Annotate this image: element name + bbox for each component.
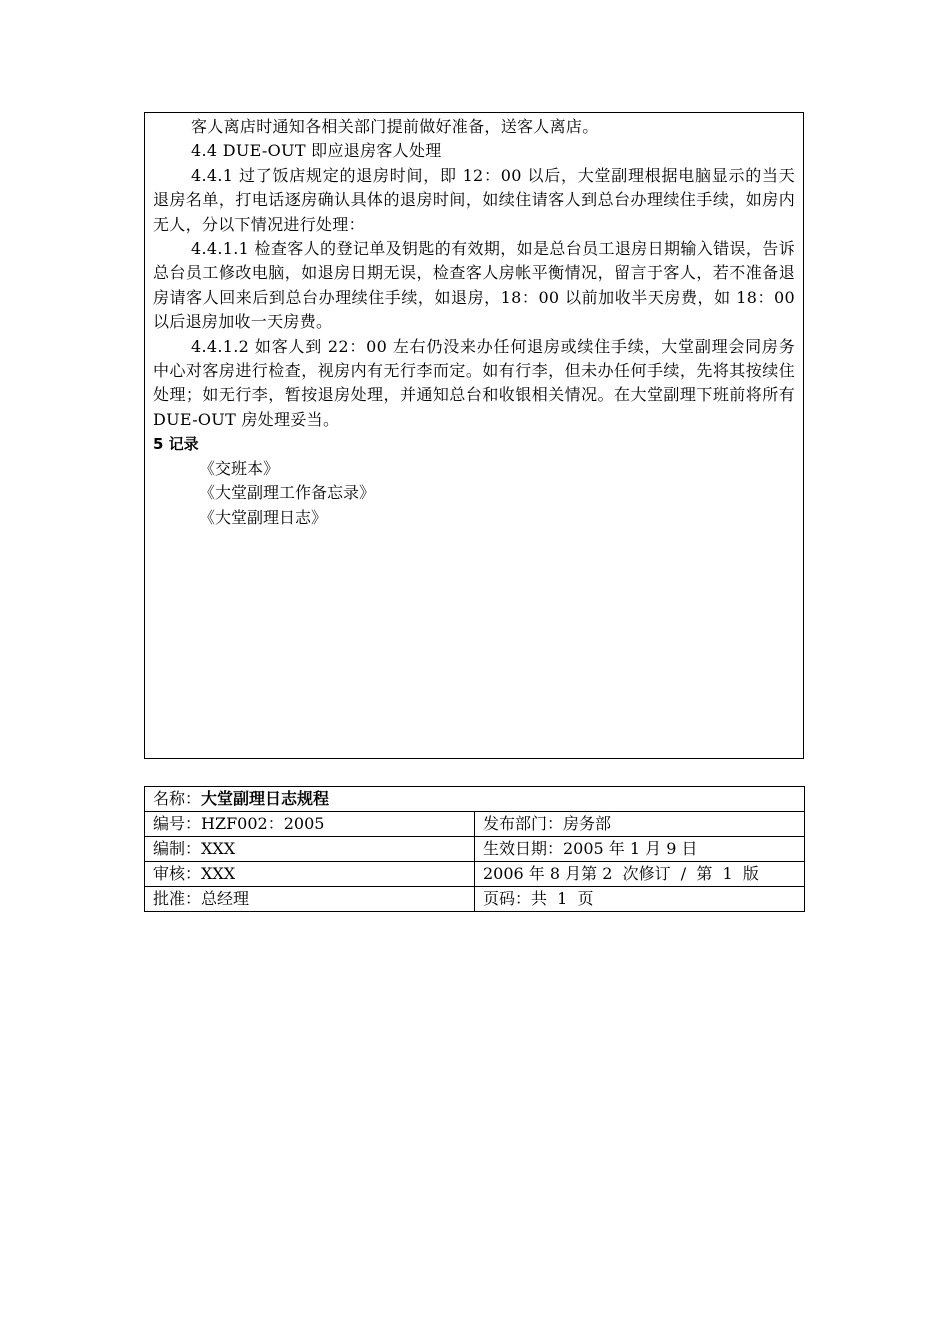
paragraph-4-4-1: 4.4.1 过了饭店规定的退房时间，即 12：00 以后，大堂副理根据电脑显示的当天退房名单，打电话逐房确认具体的退房时间，如续住请客人到总台办理续住手续，如房内无人，分以下情况进行处理： (153, 165, 795, 234)
info-row-compiled (145, 837, 805, 862)
info-cell-revision: 2006 年 8 月第 2 次修订 / 第 1 版 (475, 862, 805, 887)
document-info-table (144, 786, 805, 912)
info-row-reviewed (145, 862, 805, 887)
name-label: 名称： (153, 789, 202, 808)
info-cell-effective-date: 生效日期：2005 年 1 月 9 日 (475, 837, 805, 862)
info-cell-approved: 批准：总经理 (145, 887, 475, 912)
paragraph-4-4-1-1: 4.4.1.1 检查客人的登记单及钥匙的有效期，如是总台员工退房日期输入错误，告诉总台员工修改电脑，如退房日期无误，检查客人房帐平衡情况，留言于客人，若不准备退房请客人回来后到总台办理续住手续，如退房，18：00 以前加收半天房费，如 18：00 以后退房加收一天房费。 (153, 239, 795, 332)
info-cell-reviewed: 审核：XXX (145, 862, 475, 887)
record-item-manager-log: 《大堂副理日志》 (199, 507, 328, 527)
record-item-handover-book: 《交班本》 (199, 458, 280, 478)
info-cell-department: 发布部门：房务部 (475, 812, 805, 837)
document-title: 大堂副理日志规程 (201, 789, 330, 808)
record-item-work-memo: 《大堂副理工作备忘录》 (199, 483, 376, 503)
info-cell-compiled: 编制：XXX (145, 837, 475, 862)
paragraph-4-4-1-2: 4.4.1.2 如客人到 22：00 左右仍没来办任何退房或续住手续，大堂副理会同房务中心对客房进行检查，视房内有无行李而定。如有行李，但未办任何手续，先将其按续住处理；如无行李，暂按退房处理，并通知总台和收银相关情况。在大堂副理下班前将所有 DUE-OUT 房处理妥当。 (153, 336, 795, 429)
info-cell-number: 编号：HZF002：2005 (145, 812, 475, 837)
section-heading-4-4: 4.4 DUE-OUT 即应退房客人处理 (191, 141, 442, 161)
info-row-approved (145, 887, 805, 912)
info-cell-name (145, 787, 805, 812)
paragraph-guest-departure: 客人离店时通知各相关部门提前做好准备，送客人离店。 (191, 117, 599, 136)
info-row-name (145, 787, 805, 812)
procedure-content-box (144, 112, 804, 759)
info-cell-pages: 页码：共 1 页 (475, 887, 805, 912)
info-row-number (145, 812, 805, 837)
records-heading: 5 记录 (153, 435, 199, 454)
